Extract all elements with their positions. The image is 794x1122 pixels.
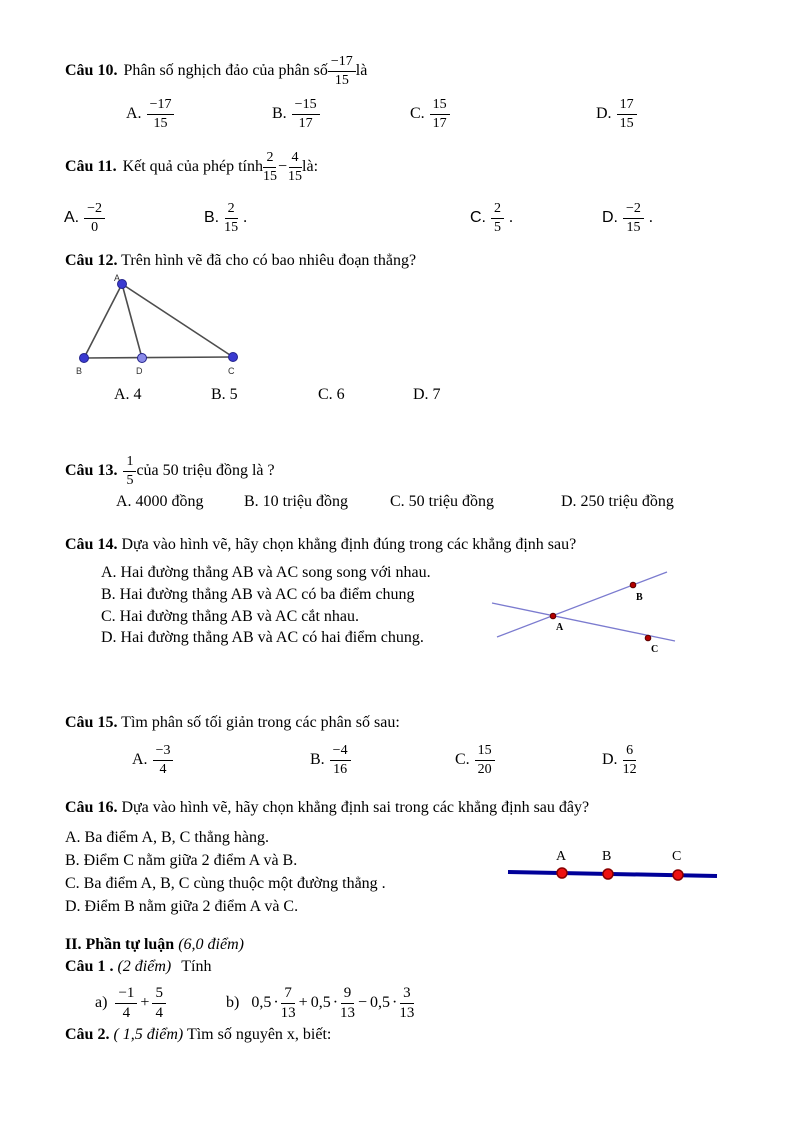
fraction-denominator: 20 <box>477 761 492 777</box>
option-a: A. 4000 đồng <box>116 493 204 510</box>
fraction <box>84 201 105 234</box>
essay-question-1-text: Tính <box>181 958 212 975</box>
option-letter: C. <box>470 209 486 226</box>
fraction <box>340 985 355 1020</box>
option-letter: D. <box>602 751 618 768</box>
fraction-denominator: 5 <box>126 472 134 488</box>
question-14-title <box>65 536 576 554</box>
point-a-label: A <box>556 622 564 633</box>
fraction-denominator: 0 <box>91 219 99 235</box>
fraction-denominator: 15 <box>619 115 634 131</box>
fraction <box>623 743 637 776</box>
essay-question-2-points: ( 1,5 điểm) <box>113 1026 184 1043</box>
fraction-numerator: 9 <box>341 985 355 1003</box>
option-d: D. 250 triệu đồng <box>561 493 674 510</box>
point-a-label: A <box>556 849 567 864</box>
option-c <box>455 738 495 782</box>
collinear-points-figure <box>500 840 740 892</box>
line-ab <box>497 572 667 637</box>
option-a: A. 4 <box>114 386 142 403</box>
section-2-heading <box>65 936 244 954</box>
fraction-denominator: 15 <box>626 219 641 235</box>
question-15-text: Tìm phân số tối giản trong các phân số sau: <box>121 714 400 731</box>
fraction-numerator: 15 <box>430 97 450 114</box>
fraction-numerator: −3 <box>153 743 174 760</box>
fraction <box>224 201 238 234</box>
essay-question-1-points: (2 điểm) <box>117 958 172 975</box>
option-a: A. Hai đường thẳng AB và AC song song với nhau. <box>101 564 431 581</box>
fraction <box>430 97 450 130</box>
fraction-numerator: −2 <box>84 201 105 218</box>
option-b: B. 5 <box>211 386 238 403</box>
coefficient: 0,5 <box>251 994 272 1011</box>
point-c-dot <box>673 870 683 880</box>
fraction-denominator: 15 <box>262 168 277 184</box>
fraction-denominator: 17 <box>298 115 313 131</box>
option-b: B. Hai đường thẳng AB và AC có ba điểm chung <box>101 585 415 603</box>
fraction <box>491 201 504 234</box>
question-10-label: Câu 10. <box>65 62 118 79</box>
fraction-denominator: 15 <box>288 168 303 184</box>
fraction <box>475 743 495 776</box>
fraction-denominator: 4 <box>155 1004 163 1021</box>
intersecting-lines-figure <box>482 562 714 658</box>
fraction-numerator: 1 <box>123 454 136 471</box>
option-b <box>310 738 351 782</box>
plus-operator: + <box>298 994 308 1011</box>
question-14-text: Dựa vào hình vẽ, hãy chọn khẳng định đúng trong các khẳng định sau? <box>121 536 577 553</box>
point-b-dot <box>80 354 89 363</box>
fraction-denominator: 4 <box>159 761 167 777</box>
fraction-numerator: −1 <box>115 985 137 1003</box>
item-b-label: b) <box>226 994 240 1011</box>
fraction <box>123 454 136 487</box>
point-c-dot <box>645 635 651 641</box>
fraction-numerator: 2 <box>225 201 238 218</box>
essay-question-2-label: Câu 2. <box>65 1026 110 1043</box>
question-13-label: Câu 13. <box>65 462 118 479</box>
coefficient: 0,5 <box>370 994 391 1011</box>
point-b-label: B <box>636 592 643 603</box>
option-letter: B. <box>272 105 287 122</box>
fraction-denominator: 12 <box>622 761 637 777</box>
fraction-denominator: 13 <box>399 1004 415 1021</box>
point-c-label: C <box>228 366 235 376</box>
fraction-denominator: 15 <box>153 115 168 131</box>
plus-operator: + <box>140 994 150 1011</box>
multiply-operator: · <box>392 994 398 1011</box>
fraction-denominator: 15 <box>334 72 349 88</box>
question-13-title <box>65 450 275 492</box>
question-11-text-after: là: <box>302 158 319 175</box>
option-letter: C. <box>455 751 470 768</box>
option-b <box>204 196 247 240</box>
question-15-options <box>0 738 794 782</box>
essay-question-2-title <box>65 1026 331 1044</box>
fraction-numerator: −15 <box>292 97 320 114</box>
section-2-title: II. Phần tự luận <box>65 936 175 953</box>
option-c: C. Ba điểm A, B, C cùng thuộc một đường thẳng . <box>65 875 386 892</box>
fraction-numerator: 6 <box>623 743 636 760</box>
question-11-options <box>0 196 794 240</box>
question-11-text-before: Kết quả của phép tính <box>122 158 263 175</box>
fraction <box>263 150 277 183</box>
fraction-denominator: 15 <box>224 219 239 235</box>
triangle-figure <box>70 272 250 380</box>
multiply-operator: · <box>332 994 339 1011</box>
question-10-text-after: là <box>355 62 368 79</box>
fraction-denominator: 4 <box>122 1004 131 1021</box>
question-11-title <box>65 146 318 188</box>
option-c <box>410 92 450 136</box>
minus-operator: − <box>277 158 288 175</box>
fraction <box>152 985 166 1020</box>
point-d-dot <box>138 354 147 363</box>
option-letter: B. <box>310 751 325 768</box>
option-c: C. Hai đường thẳng AB và AC cắt nhau. <box>101 607 359 625</box>
point-c-label: C <box>672 849 682 864</box>
question-16-label: Câu 16. <box>65 799 118 816</box>
option-letter: C. <box>410 105 425 122</box>
question-12-options <box>0 386 794 410</box>
option-letter: B. <box>204 209 220 226</box>
multiply-operator: · <box>273 994 279 1011</box>
section-2-points: (6,0 điểm) <box>178 936 244 953</box>
fraction <box>292 97 320 130</box>
question-10-title <box>65 50 367 92</box>
point-c-dot <box>229 353 238 362</box>
fraction-numerator: 3 <box>400 985 414 1003</box>
fraction-denominator: 5 <box>494 219 501 235</box>
fraction-numerator: 5 <box>152 985 166 1003</box>
option-d <box>602 738 637 782</box>
question-12-label: Câu 12. <box>65 252 118 269</box>
fraction <box>281 985 296 1020</box>
segment-ab <box>84 284 122 358</box>
fraction-denominator: 13 <box>280 1004 296 1021</box>
point-b-dot <box>603 869 613 879</box>
point-c-label: C <box>651 644 659 655</box>
fraction <box>617 97 637 130</box>
fraction-denominator: 17 <box>432 115 447 131</box>
fraction <box>399 985 414 1020</box>
point-a-dot <box>550 613 556 619</box>
fraction <box>115 985 137 1020</box>
item-a-label: a) <box>95 994 108 1011</box>
option-c <box>470 196 513 240</box>
fraction-numerator: −17 <box>328 54 356 71</box>
option-letter: D. <box>602 209 618 226</box>
fraction-numerator: 2 <box>491 201 504 218</box>
essay-question-1-label: Câu 1 . <box>65 958 114 975</box>
fraction-denominator: 16 <box>333 761 348 777</box>
option-d <box>602 196 653 240</box>
question-10-text-before: Phân số nghịch đảo của phân số <box>123 62 328 79</box>
option-b <box>272 92 320 136</box>
fraction-numerator: 7 <box>281 985 295 1003</box>
fraction-numerator: −4 <box>330 743 351 760</box>
option-letter: A. <box>64 209 80 226</box>
question-12-title <box>65 252 416 270</box>
question-10-options <box>0 92 794 136</box>
exercise-1b <box>226 980 414 1026</box>
question-13-options <box>0 493 794 517</box>
option-d: D. Hai đường thẳng AB và AC có hai điểm chung. <box>101 629 424 647</box>
minus-operator: − <box>358 994 368 1011</box>
exercise-1a <box>95 980 166 1026</box>
question-12-text: Trên hình vẽ đã cho có bao nhiêu đoạn thẳng? <box>121 252 417 269</box>
segment-bc <box>84 357 233 358</box>
question-14-label: Câu 14. <box>65 536 118 553</box>
fraction <box>330 743 351 776</box>
option-suffix: . <box>648 209 653 226</box>
fraction-numerator: 15 <box>475 743 495 760</box>
point-b-label: B <box>602 849 612 864</box>
question-15-title <box>65 714 400 732</box>
fraction-numerator: 4 <box>289 150 302 167</box>
option-suffix: . <box>243 209 248 226</box>
question-16-title <box>65 799 589 817</box>
point-b-label: B <box>76 366 83 376</box>
option-c: C. 6 <box>318 386 345 403</box>
option-letter: A. <box>126 105 142 122</box>
point-a-label: A <box>114 273 121 283</box>
point-d-label: D <box>136 366 143 376</box>
fraction <box>328 54 356 87</box>
fraction-numerator: 17 <box>617 97 637 114</box>
fraction <box>623 201 644 234</box>
fraction <box>147 97 175 130</box>
option-a <box>64 196 110 240</box>
option-letter: A. <box>132 751 148 768</box>
point-a-dot <box>557 868 567 878</box>
question-14-options <box>65 562 478 649</box>
question-16-options <box>65 826 386 918</box>
fraction-numerator: −17 <box>147 97 175 114</box>
option-c: C. 50 triệu đồng <box>390 493 494 510</box>
option-d <box>596 92 637 136</box>
option-b: B. 10 triệu đồng <box>244 493 348 510</box>
question-15-label: Câu 15. <box>65 714 118 731</box>
option-b: B. Điểm C nằm giữa 2 điểm A và B. <box>65 852 298 869</box>
question-13-text-after: của 50 triệu đồng là ? <box>136 462 275 479</box>
fraction <box>288 150 302 183</box>
fraction-numerator: −2 <box>623 201 644 218</box>
option-suffix: . <box>509 209 513 226</box>
option-d: D. 7 <box>413 386 441 403</box>
question-11-label: Câu 11. <box>65 158 117 175</box>
option-d: D. Điểm B nằm giữa 2 điểm A và C. <box>65 898 299 915</box>
option-a <box>132 738 173 782</box>
essay-question-2-text: Tìm số nguyên x, biết: <box>186 1026 332 1043</box>
question-16-text: Dựa vào hình vẽ, hãy chọn khẳng định sai trong các khẳng định sau đây? <box>121 799 590 816</box>
coefficient: 0,5 <box>310 994 331 1011</box>
fraction-numerator: 2 <box>263 150 276 167</box>
fraction-denominator: 13 <box>340 1004 356 1021</box>
fraction <box>153 743 174 776</box>
essay-question-1-title <box>65 958 211 976</box>
option-letter: D. <box>596 105 612 122</box>
point-b-dot <box>630 582 636 588</box>
option-a: A. Ba điểm A, B, C thẳng hàng. <box>65 829 269 846</box>
option-a <box>126 92 174 136</box>
